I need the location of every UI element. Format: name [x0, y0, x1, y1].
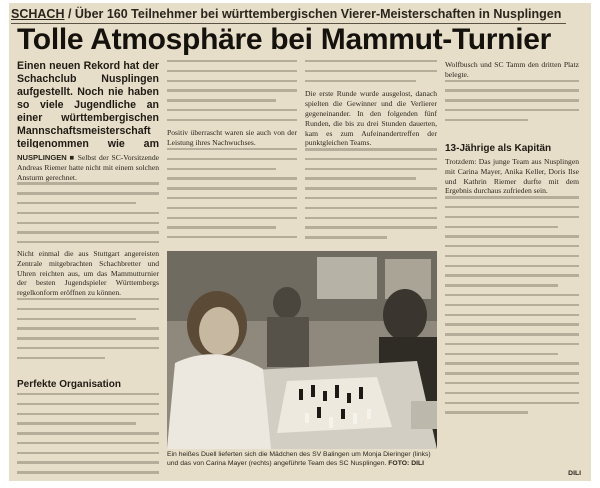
column-4-b-text: [445, 157, 579, 414]
subhead-perfekte-organisation: Perfekte Organisation: [17, 379, 121, 390]
column-4-opening: Wolfbusch und SC Tamm den dritten Platz belegte.: [445, 60, 579, 79]
column-1-section-b: [17, 249, 159, 369]
author-byline: DILI: [568, 470, 581, 477]
newspaper-page: [9, 3, 591, 481]
headline: Tolle Atmosphäre bei Mammut-Turnier: [17, 23, 551, 56]
column-1-text: NUSPLINGEN ■ Selbst der SC-Vorsitzende Andreas Riemer hatte nicht mit einem solchen Ansturm gerechnet.: [17, 153, 159, 245]
photo-caption: [167, 451, 437, 477]
subhead-13-jaehrige: 13-Jährige als Kapitän: [445, 143, 552, 154]
column-2-lines-b: [167, 148, 297, 246]
column-3-opening: Die erste Runde wurde ausgelost, danach spielten die Gewinner und die Verlierer gegeneinander. In den folgenden fünf Runden, die bis zu drei Stunden dauerten, kam es zum Aufeinandertreffen der punktgleichen Teams.: [305, 89, 437, 148]
photo-credit: FOTO: DILI: [388, 459, 425, 467]
chess-photo-image: [167, 251, 437, 449]
section-label: SCHACH: [11, 7, 65, 21]
lead-paragraph: Einen neuen Rekord hat der Schachclub Nusplingen aufgestellt. Noch nie haben so viele Jugendliche an einer württembergischen Mannschaftsmeisterschaft teilgenommen wie am: [17, 60, 159, 148]
column-1-b-opening: Nicht einmal die aus Stuttgart angereisten Zentrale mitgebrachten Schachbretter und Uhren reichten aus, um das Mammutturnier der besten Jugendspieler Württembergs regelkonform eröffnen zu können.: [17, 249, 159, 298]
caption-text: Ein heißes Duell lieferten sich die Mädchen des SV Balingen um Monja Dieringer (links) und das von Carina Mayer (rechts) angeführte Team des SC Nusplingen.: [167, 451, 431, 467]
column-1-opening: Selbst der SC-Vorsitzende Andreas Riemer hatte nicht mit einem solchen Ansturm gerechnet.: [17, 153, 159, 182]
column-1-lines: [17, 182, 159, 245]
dateline: NUSPLINGEN: [17, 153, 67, 162]
column-2-opening: Positiv überrascht waren sie auch von der Leistung ihres Nachwuchses.: [167, 128, 297, 148]
column-3-lines-a: [305, 60, 437, 82]
column-4-b-opening: Trotzdem: Das junge Team aus Nusplingen mit Carina Mayer, Anika Keller, Doris Ilse und Kathrin Riemer durfte mit dem Ergebnis durchaus zufrieden sein.: [445, 157, 579, 196]
column-4-text: [445, 60, 579, 138]
column-1-section-c: [17, 375, 159, 479]
column-3-lines-b: [305, 148, 437, 238]
column-4-lines-a: [445, 80, 579, 122]
chess-photo: [167, 251, 437, 449]
column-2-lines-a: [167, 60, 297, 121]
kicker-line: [11, 5, 566, 24]
column-2-text: [167, 60, 297, 246]
column-4-section-b: [445, 139, 579, 467]
column-1-b-lines: [17, 298, 159, 359]
column-4-b-lines: [445, 196, 579, 414]
column-3-text: [305, 60, 437, 246]
kicker-text: / Über 160 Teilnehmer bei württembergischen Vierer-Meisterschaften in Nusplingen: [64, 7, 562, 21]
column-1-c-lines: [17, 393, 159, 474]
